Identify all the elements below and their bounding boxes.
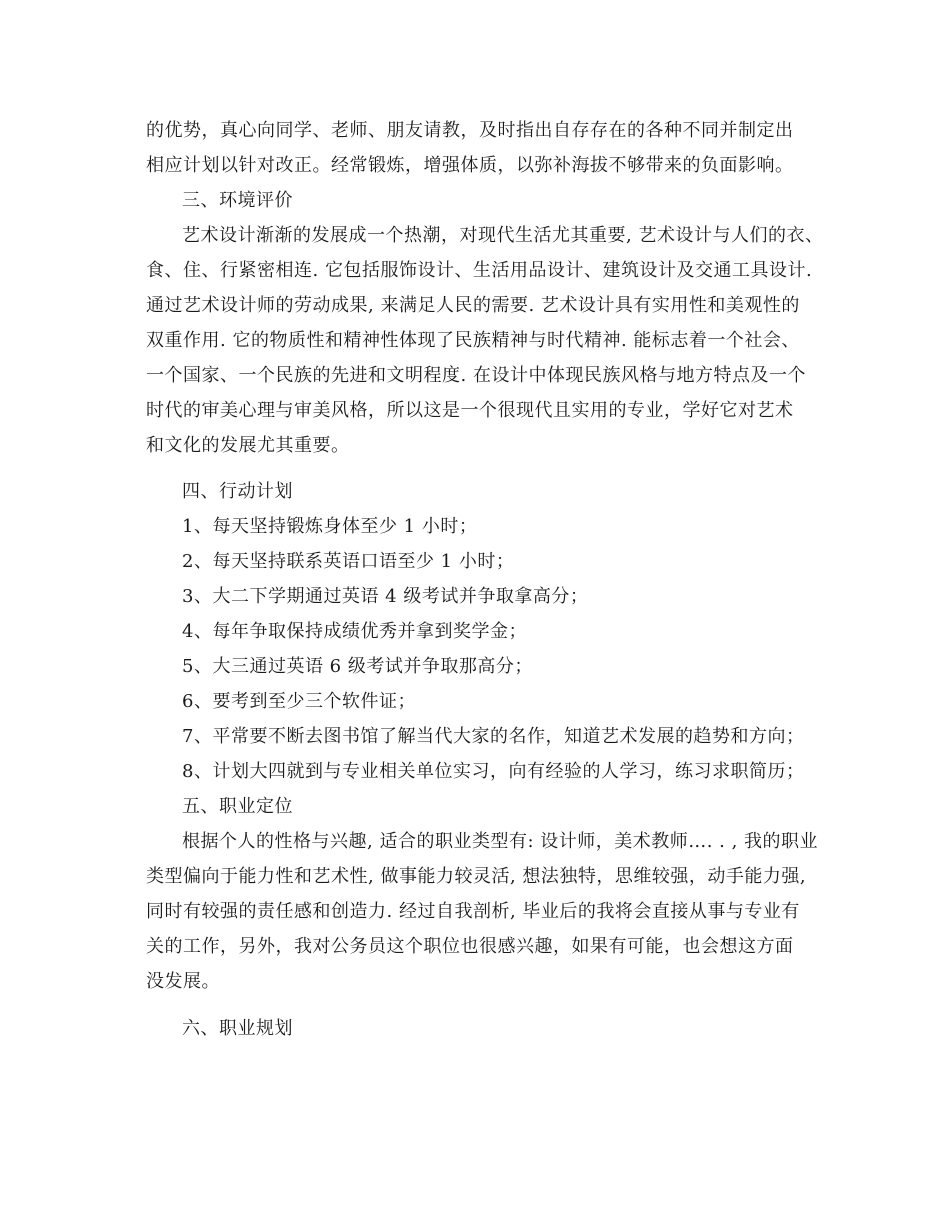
list-item: 5、大三通过英语 6 级考试并争取那高分； [182,656,533,677]
text-line: 的优势，真心向同学、老师、朋友请教，及时指出自存存在的各种不同并制定出 [146,120,794,141]
text-line: 艺术设计渐渐的发展成一个热潮，对现代生活尤其重要, 艺术设计与人们的衣、 [182,225,824,246]
list-item: 2、每天坚持联系英语口语至少 1 小时； [182,551,515,572]
text-line: 相应计划以针对改正。经常锻炼，增强体质，以弥补海拔不够带来的负面影响。 [146,155,794,176]
text-line: 通过艺术设计师的劳动成果, 来满足人民的需要. 艺术设计具有实用性和美观性的 [146,295,800,316]
section-heading: 六、职业规划 [182,1018,293,1039]
list-item: 1、每天坚持锻炼身体至少 1 小时； [182,516,478,537]
text-line: 双重作用. 它的物质性和精神性体现了民族精神与时代精神. 能标志着一个社会、 [146,330,800,351]
text-line: 关的工作，另外，我对公务员这个职位也很感兴趣，如果有可能，也会想这方面 [146,936,794,957]
list-item: 7、平常要不断去图书馆了解当代大家的名作，知道艺术发展的趋势和方向； [182,726,805,747]
text-line: 时代的审美心理与审美风格，所以这是一个很现代且实用的专业，学好它对艺术 [146,400,794,421]
text-line: 没发展。 [146,971,220,992]
list-item: 4、每年争取保持成绩优秀并拿到奖学金； [182,621,527,642]
section-heading: 四、行动计划 [182,481,293,502]
text-line: 类型偏向于能力性和艺术性, 做事能力较灵活, 想法独特，思维较强，动手能力强, [146,866,807,887]
text-line: 同时有较强的责任感和创造力. 经过自我剖析, 毕业后的我将会直接从事与专业有 [146,901,800,922]
section-heading: 五、职业定位 [182,796,293,817]
text-line: 根据个人的性格与兴趣, 适合的职业类型有: 设计师，美术教师…. . , 我的职业 [182,831,819,852]
list-item: 6、要考到至少三个软件证； [182,691,416,712]
section-heading: 三、环境评价 [182,190,293,211]
list-item: 3、大二下学期通过英语 4 级考试并争取拿高分； [182,586,589,607]
list-item: 8、计划大四就到与专业相关单位实习，向有经验的人学习，练习求职简历； [182,761,805,782]
text-line: 一个国家、一个民族的先进和文明程度. 在设计中体现民族风格与地方特点及一个 [146,365,806,386]
text-line: 食、住、行紧密相连. 它包括服饰设计、生活用品设计、建筑设计及交通工具设计. [146,260,813,281]
text-line: 和文化的发展尤其重要。 [146,435,350,456]
